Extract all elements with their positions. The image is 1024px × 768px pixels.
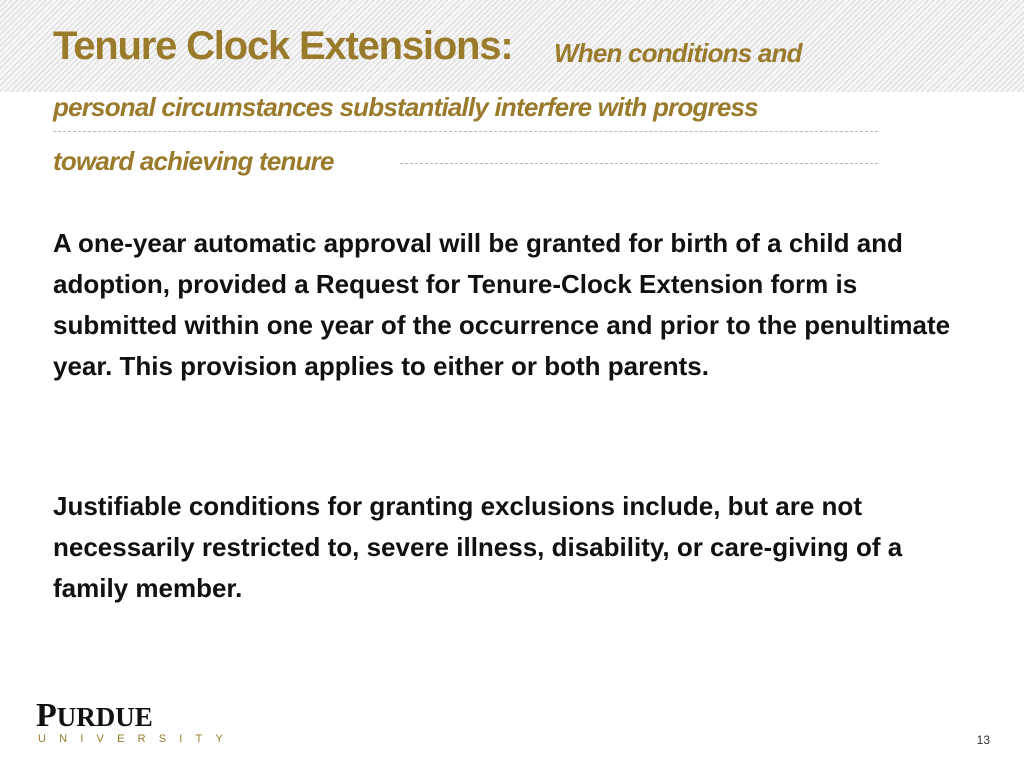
slide-subtitle-line-1: When conditions and (554, 38, 802, 68)
purdue-logo (36, 697, 237, 750)
slide-title: Tenure Clock Extensions: (53, 24, 513, 68)
logo-subtitle: UNIVERSITY (38, 733, 237, 745)
page-number: 13 (976, 733, 990, 747)
title-divider-1 (53, 131, 878, 132)
logo-wordmark: PURDUE (36, 697, 153, 734)
title-divider-2 (400, 163, 878, 164)
slide-subtitle-line-3: toward achieving tenure (53, 146, 334, 176)
body-paragraph-1: A one-year automatic approval will be granted for birth of a child and adoption, provided a Request for Tenure-Clock Extension form is submitted within one year of the occurrence and prior to the penultimate year. This provision applies to either or both parents. (53, 228, 951, 381)
slide-subtitle-line-2: personal circumstances substantially interfere with progress (53, 92, 758, 122)
body-paragraph-2: Justifiable conditions for granting exclusions include, but are not necessarily restricted to, severe illness, disability, or care-giving of a family member. (53, 491, 903, 603)
